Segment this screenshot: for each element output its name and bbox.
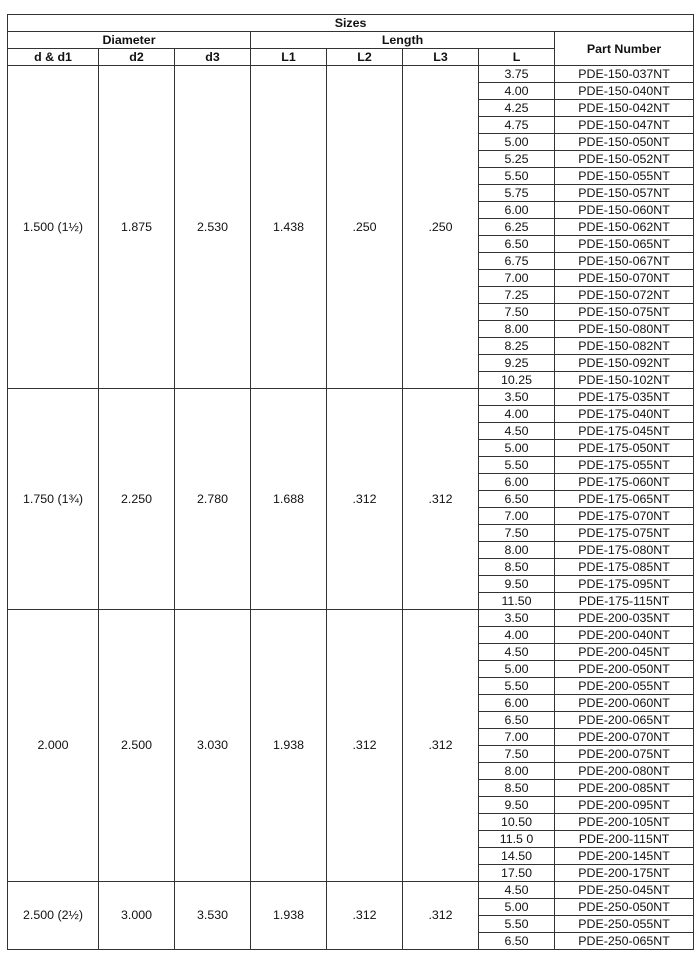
cell-d-d1: 2.500 (2½) [8,882,99,950]
cell-part-number: PDE-200-065NT [555,712,694,729]
cell-l: 4.00 [479,83,555,100]
cell-part-number: PDE-150-062NT [555,219,694,236]
cell-l: 5.50 [479,916,555,933]
cell-part-number: PDE-175-035NT [555,389,694,406]
table-row [8,882,694,899]
cell-d3: 3.530 [175,882,251,950]
cell-part-number: PDE-150-060NT [555,202,694,219]
cell-l: 3.50 [479,610,555,627]
cell-d3: 2.780 [175,389,251,610]
cell-l1: 1.688 [251,389,327,610]
cell-part-number: PDE-150-092NT [555,355,694,372]
table-header [8,15,694,66]
cell-l: 6.50 [479,236,555,253]
cell-l: 17.50 [479,865,555,882]
cell-l: 4.00 [479,627,555,644]
cell-part-number: PDE-250-065NT [555,933,694,950]
cell-part-number: PDE-150-102NT [555,372,694,389]
cell-l3: .250 [403,66,479,389]
part-number-header: Part Number [555,32,694,66]
sizes-table [7,14,694,950]
cell-l: 6.25 [479,219,555,236]
cell-part-number: PDE-200-045NT [555,644,694,661]
cell-d-d1: 1.750 (1¾) [8,389,99,610]
cell-part-number: PDE-175-065NT [555,491,694,508]
table-title: Sizes [8,15,694,32]
cell-l: 5.75 [479,185,555,202]
cell-l: 7.25 [479,287,555,304]
cell-part-number: PDE-200-115NT [555,831,694,848]
cell-part-number: PDE-150-037NT [555,66,694,83]
cell-l: 11.50 [479,593,555,610]
cell-l: 4.75 [479,117,555,134]
cell-l: 5.00 [479,661,555,678]
cell-part-number: PDE-200-075NT [555,746,694,763]
cell-d2: 3.000 [99,882,175,950]
cell-l: 5.25 [479,151,555,168]
cell-l: 7.50 [479,304,555,321]
cell-l: 6.00 [479,474,555,491]
table-row [8,389,694,406]
cell-part-number: PDE-175-050NT [555,440,694,457]
cell-part-number: PDE-175-075NT [555,525,694,542]
cell-l: 5.50 [479,678,555,695]
cell-d-d1: 1.500 (1½) [8,66,99,389]
cell-l: 8.50 [479,780,555,797]
cell-l: 4.25 [479,100,555,117]
cell-l2: .312 [327,389,403,610]
cell-l3: .312 [403,610,479,882]
cell-l: 8.25 [479,338,555,355]
diameter-group-header: Diameter [8,32,251,49]
cell-l: 7.00 [479,270,555,287]
cell-part-number: PDE-200-175NT [555,865,694,882]
cell-l3: .312 [403,882,479,950]
cell-l: 5.00 [479,899,555,916]
cell-l3: .312 [403,389,479,610]
sizes-table-container [7,14,694,950]
cell-l: 6.75 [479,253,555,270]
cell-l1: 1.438 [251,66,327,389]
cell-part-number: PDE-175-040NT [555,406,694,423]
cell-l: 4.00 [479,406,555,423]
cell-l: 10.25 [479,372,555,389]
column-header-d2: d2 [99,49,175,66]
cell-l2: .250 [327,66,403,389]
cell-part-number: PDE-150-050NT [555,134,694,151]
table-body [8,66,694,950]
table-row [8,610,694,627]
cell-part-number: PDE-200-060NT [555,695,694,712]
cell-part-number: PDE-175-115NT [555,593,694,610]
cell-part-number: PDE-150-065NT [555,236,694,253]
cell-l2: .312 [327,610,403,882]
cell-l: 8.50 [479,559,555,576]
cell-l: 9.50 [479,797,555,814]
cell-l: 7.50 [479,746,555,763]
column-header-d3: d3 [175,49,251,66]
length-group-header: Length [251,32,555,49]
cell-d3: 3.030 [175,610,251,882]
cell-part-number: PDE-175-095NT [555,576,694,593]
table-row [8,66,694,83]
cell-l1: 1.938 [251,610,327,882]
cell-l: 14.50 [479,848,555,865]
cell-part-number: PDE-150-042NT [555,100,694,117]
cell-part-number: PDE-175-080NT [555,542,694,559]
cell-l: 3.75 [479,66,555,83]
cell-l: 5.00 [479,440,555,457]
cell-l: 11.5 0 [479,831,555,848]
cell-l: 8.00 [479,542,555,559]
cell-l: 3.50 [479,389,555,406]
column-header-l2: L2 [327,49,403,66]
cell-part-number: PDE-175-045NT [555,423,694,440]
column-header-l3: L3 [403,49,479,66]
cell-part-number: PDE-175-060NT [555,474,694,491]
cell-part-number: PDE-200-105NT [555,814,694,831]
cell-d2: 2.500 [99,610,175,882]
column-header-l1: L1 [251,49,327,66]
cell-l: 6.50 [479,712,555,729]
column-header-l: L [479,49,555,66]
cell-part-number: PDE-200-055NT [555,678,694,695]
column-header-d-d1: d & d1 [8,49,99,66]
cell-part-number: PDE-250-055NT [555,916,694,933]
cell-part-number: PDE-200-145NT [555,848,694,865]
cell-part-number: PDE-150-080NT [555,321,694,338]
cell-part-number: PDE-150-047NT [555,117,694,134]
cell-l: 8.00 [479,321,555,338]
cell-part-number: PDE-150-072NT [555,287,694,304]
cell-l: 7.00 [479,508,555,525]
cell-part-number: PDE-200-050NT [555,661,694,678]
cell-l: 7.50 [479,525,555,542]
cell-part-number: PDE-150-075NT [555,304,694,321]
cell-part-number: PDE-150-055NT [555,168,694,185]
cell-l: 9.50 [479,576,555,593]
cell-l: 6.50 [479,491,555,508]
cell-l: 6.00 [479,695,555,712]
cell-l: 9.25 [479,355,555,372]
cell-l: 4.50 [479,423,555,440]
cell-part-number: PDE-150-067NT [555,253,694,270]
cell-d2: 1.875 [99,66,175,389]
cell-d3: 2.530 [175,66,251,389]
cell-part-number: PDE-200-095NT [555,797,694,814]
cell-part-number: PDE-175-055NT [555,457,694,474]
cell-part-number: PDE-200-070NT [555,729,694,746]
cell-part-number: PDE-175-070NT [555,508,694,525]
cell-part-number: PDE-200-085NT [555,780,694,797]
cell-l1: 1.938 [251,882,327,950]
cell-l: 5.00 [479,134,555,151]
cell-part-number: PDE-200-080NT [555,763,694,780]
cell-l2: .312 [327,882,403,950]
cell-l: 4.50 [479,882,555,899]
cell-d-d1: 2.000 [8,610,99,882]
cell-part-number: PDE-150-070NT [555,270,694,287]
cell-part-number: PDE-150-082NT [555,338,694,355]
cell-l: 4.50 [479,644,555,661]
cell-part-number: PDE-200-040NT [555,627,694,644]
cell-l: 5.50 [479,168,555,185]
cell-l: 10.50 [479,814,555,831]
cell-l: 5.50 [479,457,555,474]
cell-part-number: PDE-175-085NT [555,559,694,576]
cell-l: 8.00 [479,763,555,780]
cell-d2: 2.250 [99,389,175,610]
cell-part-number: PDE-200-035NT [555,610,694,627]
cell-part-number: PDE-150-040NT [555,83,694,100]
cell-part-number: PDE-150-057NT [555,185,694,202]
cell-part-number: PDE-250-045NT [555,882,694,899]
cell-part-number: PDE-250-050NT [555,899,694,916]
cell-l: 7.00 [479,729,555,746]
cell-l: 6.00 [479,202,555,219]
cell-part-number: PDE-150-052NT [555,151,694,168]
cell-l: 6.50 [479,933,555,950]
